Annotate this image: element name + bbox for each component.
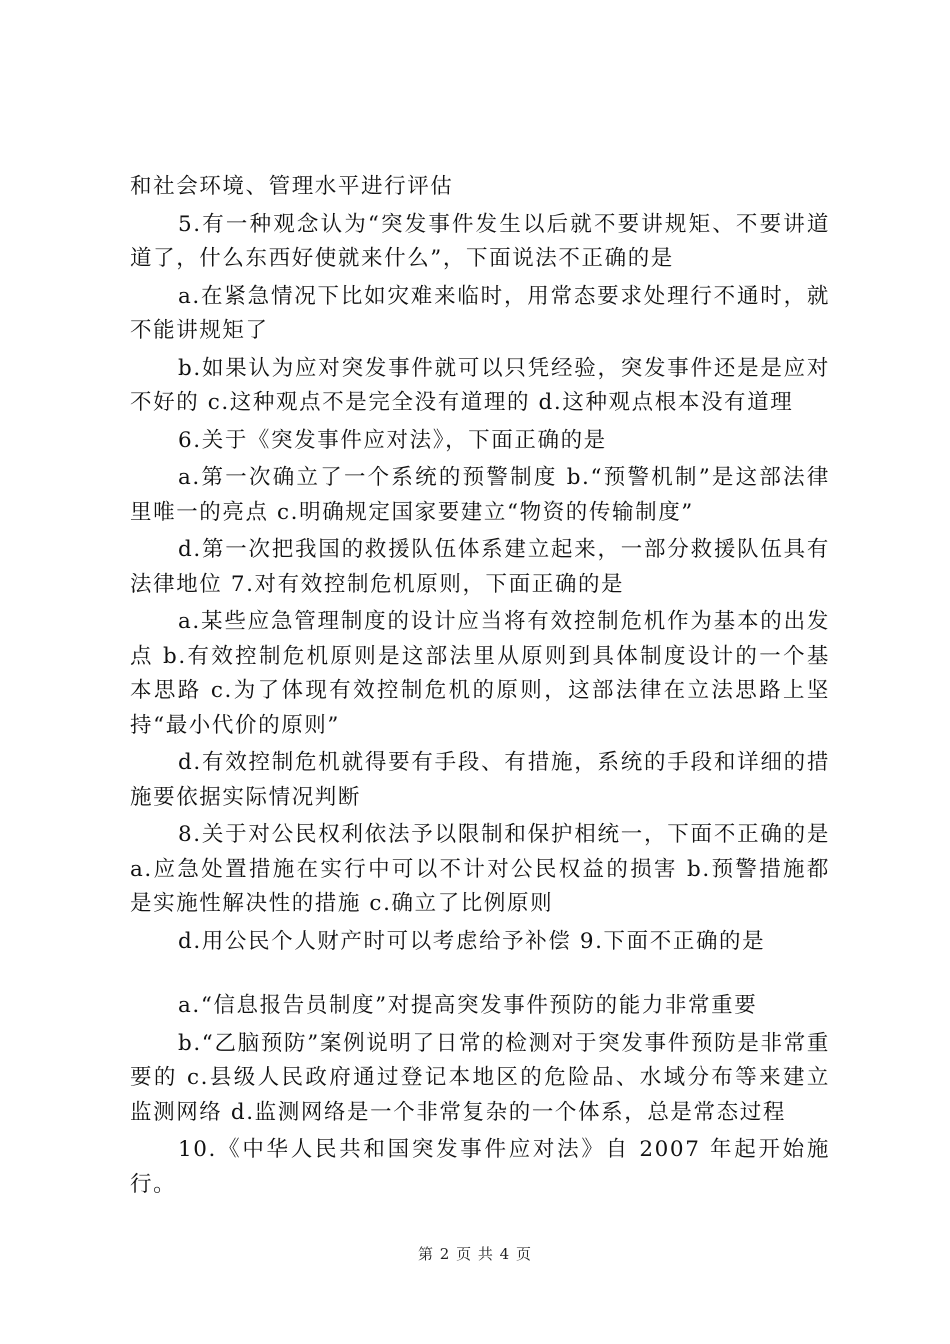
paragraph-q7-option-d: d.有效控制危机就得要有手段、有措施，系统的手段和详细的措施要依据实际情况判断 [130, 750, 830, 810]
paragraph-q6-options-abc: a.第一次确立了一个系统的预警制度 b.“预警机制”是这部法律里唯一的亮点 c.明确规定国家要建立“物资的传输制度” [130, 465, 830, 525]
paragraph-question-8: 8.关于对公民权利依法予以限制和保护相统一，下面不正确的是 a.应急处置措施在实行中可以不计对公民权益的损害 b.预警措施都是实施性解决性的措施 c.确立了比例原则 [130, 822, 830, 916]
paragraph-q8-option-d-question-9: d.用公民个人财产时可以考虑给予补偿 9.下面不正确的是 [178, 928, 766, 954]
paragraph-question-6: 6.关于《突发事件应对法》，下面正确的是 [178, 427, 607, 453]
paragraph-q7-options-abc: a.某些应急管理制度的设计应当将有效控制危机作为基本的出发点 b.有效控制危机原则是这部法里从原则到具体制度设计的一个基本思路 c.为了体现有效控制危机的原则，这部法律在立法思路上坚持“最小代价的原则” [130, 609, 830, 738]
paragraph-1: 和社会环境、管理水平进行评估 [130, 174, 454, 199]
paragraph-question-10: 10.《中华人民共和国突发事件应对法》自 2007 年起开始施行。 [130, 1137, 830, 1197]
paragraph-q9-options-bcd: b.“乙脑预防”案例说明了日常的检测对于突发事件预防是非常重要的 c.县级人民政府通过登记本地区的危险品、水域分布等来建立监测网络 d.监测网络是一个非常复杂的一个体系，总是常态过程 [130, 1030, 830, 1125]
paragraph-q5-options-bcd: b.如果认为应对突发事件就可以只凭经验，突发事件还是是应对不好的 c.这种观点不是完全没有道理的 d.这种观点根本没有道理 [130, 355, 830, 415]
paragraph-q5-option-a: a.在紧急情况下比如灾难来临时，用常态要求处理行不通时，就不能讲规矩了 [130, 283, 830, 343]
paragraph-q6-option-d-question-7: d.第一次把我国的救援队伍体系建立起来，一部分救援队伍具有法律地位 7.对有效控制危机原则，下面正确的是 [130, 537, 830, 597]
paragraph-question-5: 5.有一种观念认为“突发事件发生以后就不要讲规矩、不要讲道道了，什么东西好使就来什么”，下面说法不正确的是 [130, 211, 830, 271]
paragraph-q9-option-a: a.“信息报告员制度”对提高突发事件预防的能力非常重要 [178, 993, 758, 1018]
document-body [130, 170, 830, 1205]
page-number-footer: 第 2 页 共 4 页 [418, 1245, 532, 1263]
